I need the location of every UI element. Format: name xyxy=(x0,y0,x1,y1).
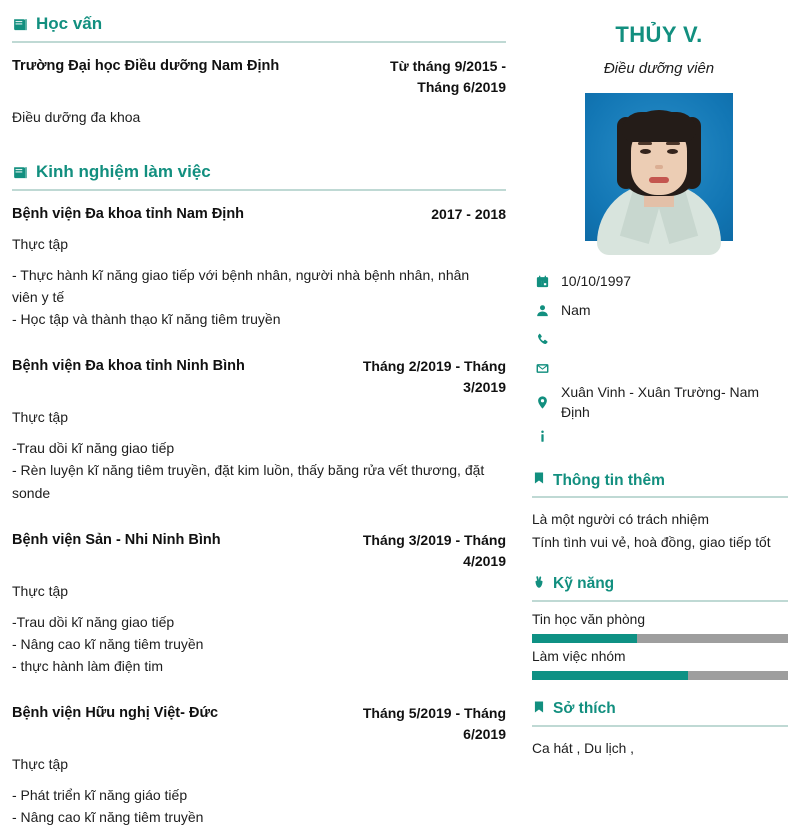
info-icon xyxy=(534,429,550,445)
experience-bullet: - Phát triển kĩ năng giáo tiếp xyxy=(12,787,188,803)
skill-label: Làm việc nhóm xyxy=(532,648,626,664)
skill-progress-track xyxy=(532,634,788,643)
experience-bullet: - thực hành làm điện tim xyxy=(12,657,163,674)
contact-row-gender xyxy=(530,296,788,325)
contact-gender-value: Nam xyxy=(561,301,591,318)
experience-entry xyxy=(12,204,506,330)
experience-bullet-list xyxy=(12,784,506,828)
extra-info-divider xyxy=(532,496,788,498)
skill-progress-fill xyxy=(532,671,688,680)
page-title: THỦY V. xyxy=(615,22,703,47)
experience-entry-top xyxy=(12,204,506,225)
photo-eyebrow-left xyxy=(638,142,652,145)
experience-date-range: Tháng 3/2019 - Tháng 4/2019 xyxy=(362,531,506,569)
book-icon xyxy=(12,16,29,33)
email-icon xyxy=(534,361,550,377)
experience-heading-label: Kinh nghiệm làm việc xyxy=(36,162,211,181)
education-major: Điều dưỡng đa khoa xyxy=(12,109,141,125)
contact-address-value: Xuân Vinh - Xuân Trường- Nam Định xyxy=(561,384,760,420)
contact-info-list xyxy=(530,267,788,451)
experience-date-range: Tháng 2/2019 - Tháng 3/2019 xyxy=(362,358,506,396)
job-title-subtitle: Điều dưỡng viên xyxy=(603,60,715,77)
contact-row-info xyxy=(530,422,788,451)
experience-position: Thực tập xyxy=(12,236,69,253)
experience-company-name: Bệnh viện Đa khoa tỉnh Ninh Bình xyxy=(12,358,245,375)
experience-entry xyxy=(12,356,506,503)
contact-row-phone[interactable] xyxy=(530,325,788,354)
extra-info-line: Tính tình vui vẻ, hoà đồng, giao tiếp tốt xyxy=(532,535,771,551)
hobbies-line: Ca hát , Du lịch , xyxy=(532,740,634,756)
skill-progress-track xyxy=(532,671,788,680)
extra-info-section xyxy=(530,471,788,554)
skills-divider xyxy=(532,600,788,602)
skills-section xyxy=(530,575,788,680)
hobbies-heading-label: Sở thích xyxy=(553,700,616,718)
hobbies-header xyxy=(532,700,788,725)
extra-info-heading-label: Thông tin thêm xyxy=(553,471,665,489)
experience-entry xyxy=(12,703,506,828)
experience-position: Thực tập xyxy=(12,756,69,772)
cv-sidebar xyxy=(520,0,800,810)
experience-date-range: Tháng 5/2019 - Tháng 6/2019 xyxy=(362,705,506,742)
contact-row-address xyxy=(530,383,788,422)
photo-eyebrow-right xyxy=(666,142,680,145)
photo-nose xyxy=(655,165,663,169)
bookmark-icon xyxy=(532,471,546,490)
contact-birthdate-value: 10/10/1997 xyxy=(561,272,632,289)
photo-fringe xyxy=(622,112,696,142)
experience-position: Thực tập xyxy=(12,582,69,599)
experience-entry-top xyxy=(12,356,506,398)
experience-divider xyxy=(12,189,506,191)
hand-victory-icon xyxy=(532,575,546,594)
spacer xyxy=(12,508,506,530)
book-icon xyxy=(12,164,29,181)
experience-company-name: Bệnh viện Sản - Nhi Ninh Bình xyxy=(12,531,221,548)
photo-container xyxy=(530,93,788,241)
bookmark-icon xyxy=(532,700,546,719)
extra-info-line: Là một người có trách nhiệm xyxy=(532,512,710,528)
skills-header xyxy=(532,575,788,600)
calendar-icon xyxy=(534,274,550,290)
skill-label: Tin học văn phòng xyxy=(532,611,646,627)
spacer xyxy=(12,681,506,703)
skills-heading-label: Kỹ năng xyxy=(553,575,615,593)
experience-bullet: - Rèn luyện kĩ năng tiêm truyền, đặt kim luồn, thấy băng rửa vết thương, đặt sonde xyxy=(12,462,485,501)
education-divider xyxy=(12,41,506,43)
photo-eye-right xyxy=(667,149,678,154)
photo-eye-left xyxy=(640,149,651,154)
experience-entry-top xyxy=(12,703,506,745)
skill-item xyxy=(532,649,788,680)
avatar xyxy=(585,93,733,241)
contact-row-email[interactable] xyxy=(530,354,788,383)
extra-info-header xyxy=(532,471,788,496)
education-school-name: Trường Đại học Điều dưỡng Nam Định xyxy=(12,58,280,74)
experience-bullet: - Nâng cao kĩ năng tiêm truyền xyxy=(12,809,204,826)
education-section xyxy=(12,14,506,128)
hobbies-section xyxy=(530,700,788,760)
experience-company-name: Bệnh viện Đa khoa tỉnh Nam Định xyxy=(12,206,245,222)
photo-mouth xyxy=(649,177,669,183)
experience-entry xyxy=(12,530,506,677)
experience-bullet: -Trau dồi kĩ năng giao tiếp xyxy=(12,440,175,457)
education-heading-label: Học vấn xyxy=(36,14,103,33)
experience-position: Thực tập xyxy=(12,409,69,426)
hobbies-divider xyxy=(532,725,788,727)
skill-progress-fill xyxy=(532,634,637,643)
experience-bullet: - Nâng cao kĩ năng tiêm truyền xyxy=(12,635,204,652)
experience-bullet: -Trau dồi kĩ năng giao tiếp xyxy=(12,613,175,630)
location-pin-icon xyxy=(534,395,550,411)
skill-item xyxy=(532,612,788,643)
experience-section-header xyxy=(12,162,506,189)
experience-bullet-list xyxy=(12,611,506,677)
education-entry xyxy=(12,56,506,128)
experience-bullet-list xyxy=(12,264,506,330)
experience-bullet: - Thực hành kĩ năng giao tiếp với bệnh nhân, người nhà bệnh nhân, nhân viên y tế xyxy=(12,267,470,306)
user-icon xyxy=(534,303,550,319)
experience-company-name: Bệnh viện Hữu nghị Việt- Đức xyxy=(12,705,219,721)
experience-date-range: 2017 - 2018 xyxy=(431,206,506,222)
phone-icon xyxy=(534,332,550,348)
experience-section xyxy=(12,162,506,828)
spacer xyxy=(12,132,506,162)
experience-bullet-list xyxy=(12,437,506,503)
education-section-header xyxy=(12,14,506,41)
experience-entry-top xyxy=(12,530,506,572)
contact-row-birthdate xyxy=(530,267,788,296)
spacer xyxy=(12,334,506,356)
education-entry-top xyxy=(12,56,506,98)
experience-bullet: - Học tập và thành thạo kĩ năng tiêm truyền xyxy=(12,311,281,328)
education-date-range: Từ tháng 9/2015 - Tháng 6/2019 xyxy=(390,58,506,95)
